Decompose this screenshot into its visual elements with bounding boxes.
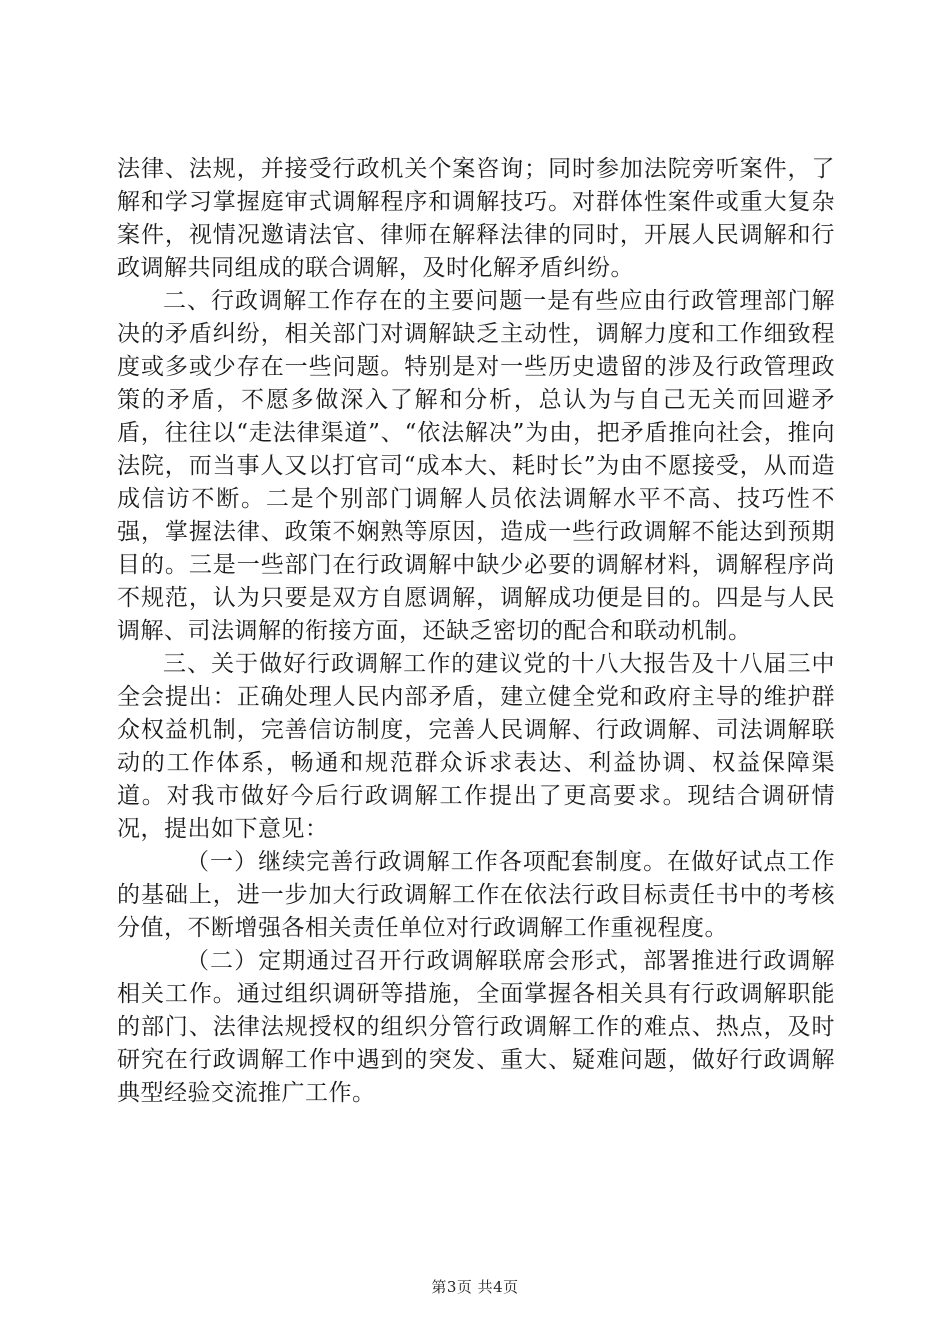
paragraph-section-three: 三、关于做好行政调解工作的建议党的十八大报告及十八届三中全会提出：正确处理人民内部矛盾，建立健全党和政府主导的维护群众权益机制，完善信访制度，完善人民调解、行政调解、司法调解联动的工作体系，畅通和规范群众诉求表达、利益协调、权益保障渠道。对我市做好今后行政调解工作提出了更高要求。现结合调研情况，提出如下意见： (117, 651, 835, 842)
paragraph-item-one: （一）继续完善行政调解工作各项配套制度。在做好试点工作的基础上，进一步加大行政调解工作在依法行政目标责任书中的考核分值，不断增强各相关责任单位对行政调解工作重视程度。 (117, 849, 835, 941)
paragraph-item-two: （二）定期通过召开行政调解联席会形式，部署推进行政调解相关工作。通过组织调研等措施，全面掌握各相关具有行政调解职能的部门、法律法规授权的组织分管行政调解工作的难点、热点，及时研究在行政调解工作中遇到的突发、重大、疑难问题，做好行政调解典型经验交流推广工作。 (117, 948, 835, 1106)
paragraph-continuation: 法律、法规，并接受行政机关个案咨询；同时参加法院旁听案件，了解和学习掌握庭审式调解程序和调解技巧。对群体性案件或重大复杂案件，视情况邀请法官、律师在解释法律的同时，开展人民调解和行政调解共同组成的联合调解，及时化解矛盾纠纷。 (117, 156, 835, 281)
page-footer: 第3页 共4页 (431, 1278, 519, 1296)
document-body (117, 153, 835, 1110)
paragraph-section-two: 二、行政调解工作存在的主要问题一是有些应由行政管理部门解决的矛盾纠纷，相关部门对调解缺乏主动性，调解力度和工作细致程度或多或少存在一些问题。特别是对一些历史遗留的涉及行政管理政策的矛盾，不愿多做深入了解和分析，总认为与自己无关而回避矛盾，往往以“走法律渠道”、“依法解决”为由，把矛盾推向社会，推向法院，而当事人又以打官司“成本大、耗时长”为由不愿接受，从而造成信访不断。二是个别部门调解人员依法调解水平不高、技巧性不强，掌握法律、政策不娴熟等原因，造成一些行政调解不能达到预期目的。三是一些部门在行政调解中缺少必要的调解材料，调解程序尚不规范，认为只要是双方自愿调解，调解成功便是目的。四是与人民调解、司法调解的衔接方面，还缺乏密切的配合和联动机制。 (117, 288, 835, 644)
